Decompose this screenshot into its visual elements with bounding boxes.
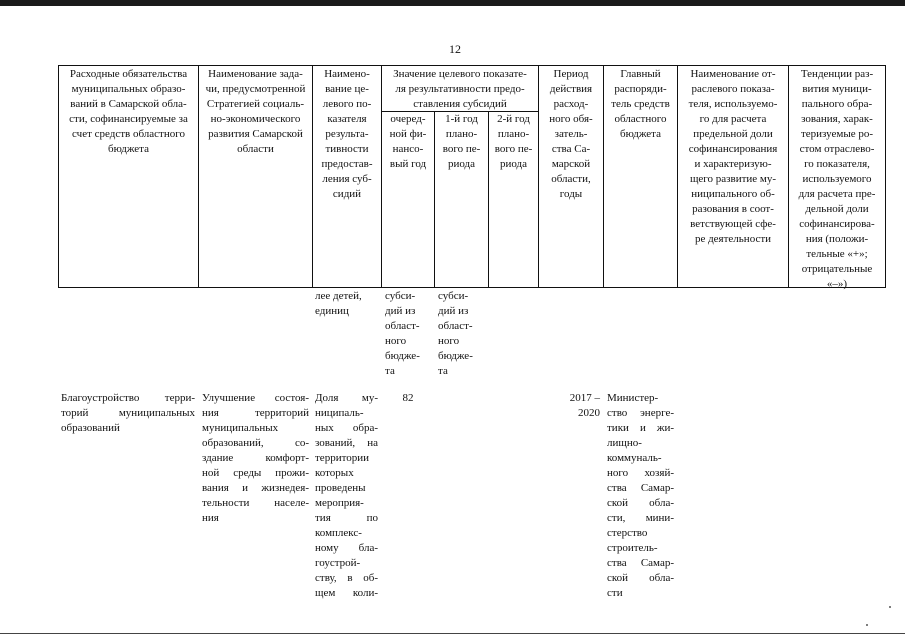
scan-speck [889,606,891,608]
continuation-indicator-text: лее детей, единиц [315,290,362,317]
continuation-next-year-text: субси- дий из област- ного бюдже- та [385,290,420,377]
row-chief-administrator: Министер- ство энерге- тики и жи- лищно- коммуналь- ного хозяй- ства Самар- ской обла- сти, мини- стерство строитель- ства Самар- ской обла- сти [607,392,674,599]
header-next-fiscal-year: очеред- ной фи- нансо- вый год [389,113,427,170]
header-planning-year-1: 1-й год плано- вого пе- риода [442,113,481,170]
header-task-name: Наименование зада- чи, предусмотренной Стратегией социаль- но-экономического развития Самарской области [205,68,306,155]
row-expenditure-obligation: Благоустройство терри- торий муниципальных образований [61,392,195,434]
header-target-indicator: Наимено- вание це- левого по- казателя результа- тивности предостав- ления суб- сидий [321,68,373,200]
header-indicator-value-group: Значение целевого показате- ля результативности предо- ставления субсидий [393,68,527,110]
row-obligation-period: 2017 – 2020 [569,392,600,419]
row-task-name: Улучшение состоя- ния территорий муниципальных образований, со- здание комфорт- ной среды прожи- вания и жизнедея- тельности населе- ния [202,392,309,524]
header-expenditure-obligations: Расходные обязательства муниципальных образо- ваний в Самарской обла- сти, софинансируемые за счет средств областного бюджета [69,68,188,155]
scan-speck [866,624,868,626]
continuation-planning-year-1-text: субси- дий из област- ного бюдже- та [438,290,473,377]
header-planning-year-2: 2-й год плано- вого пе- риода [494,113,533,170]
row-target-indicator: Доля му- ниципаль- ных обра- зований, на территории которых проведены мероприя- тия по комплекс- ному бла- гоустрой- ству, в об- щем коли- [315,392,378,599]
header-development-trends: Тенденции раз- вития муници- пального обра- зования, харак- теризуемые ро- стом отраслево- го показателя, используемого для расчета пре- дельной доли софинансирова- ния (положи- тельные «+»; отрицательные «–») [798,68,876,290]
row-next-fiscal-year-value: 82 [402,392,414,404]
header-chief-administrator: Главный распоряди- тель средств областного бюджета [611,68,670,140]
top-scan-border [0,0,905,6]
header-sector-indicator: Наименование от- раслевого показа- теля, используемо- го для расчета предельной доли софинансирования и характеризую- щего развитие му- ниципального об- разования в соот- ветствующей сфе- ре деятельности [688,68,778,245]
page-number: 12 [449,42,461,56]
bottom-scan-border [0,633,905,634]
header-obligation-period: Период действия расход- ного обя- затель- ства Са- марской области, годы [549,68,593,200]
